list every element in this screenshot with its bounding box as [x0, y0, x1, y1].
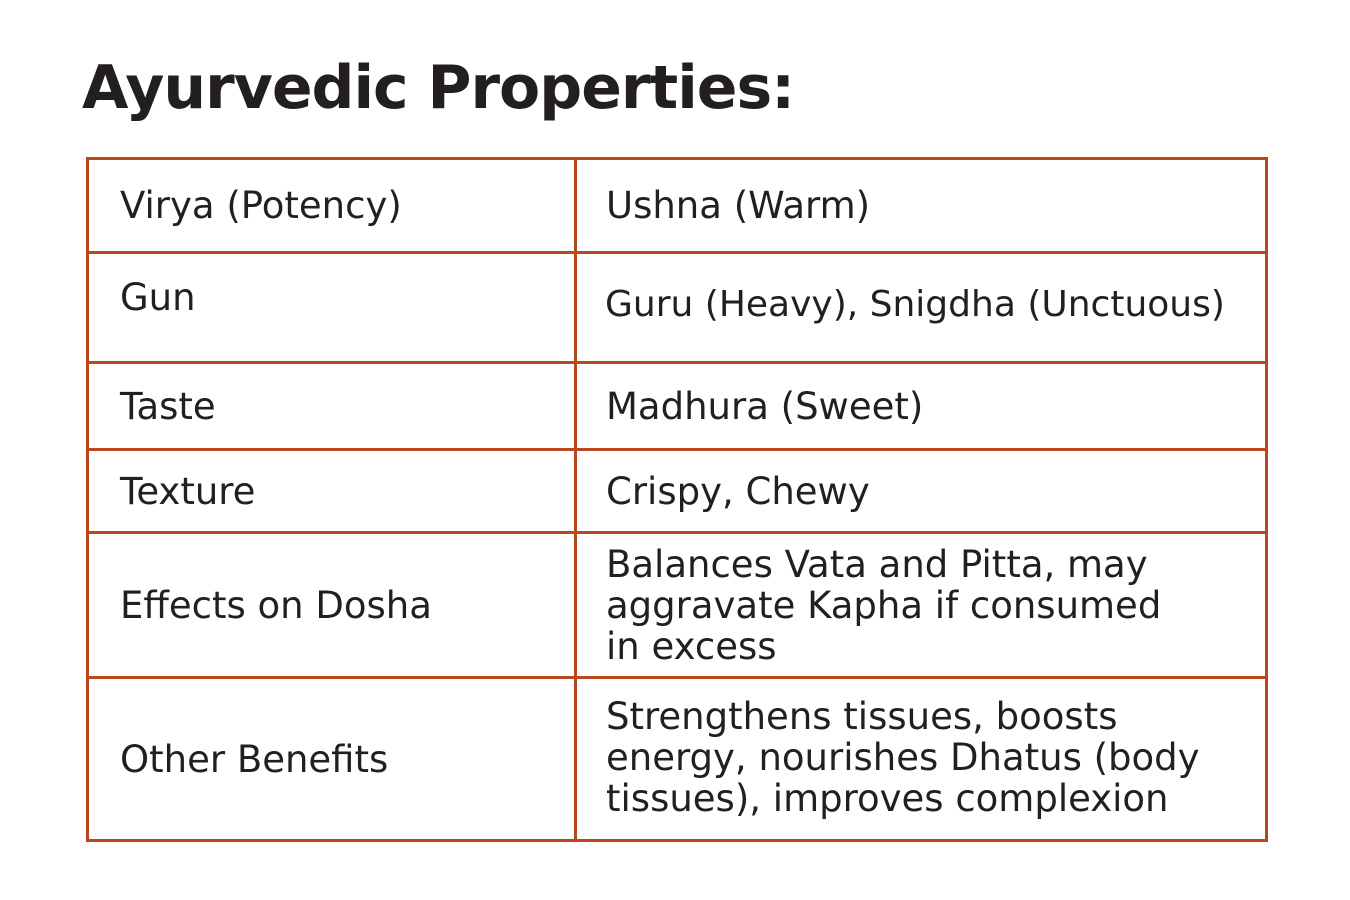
properties-table [86, 157, 1268, 842]
table-row [88, 678, 1267, 841]
row-label: Gun [88, 253, 576, 363]
row-label: Effects on Dosha [88, 533, 576, 678]
row-value: Madhura (Sweet) [576, 363, 1267, 450]
page-title: Ayurvedic Properties: [82, 53, 795, 123]
row-value: Ushna (Warm) [576, 159, 1267, 253]
row-label: Virya (Potency) [88, 159, 576, 253]
row-value: Strengthens tissues, boosts energy, nourishes Dhatus (body tissues), improves complexion [576, 678, 1267, 841]
row-label: Other Benefits [88, 678, 576, 841]
table-row [88, 450, 1267, 533]
row-value: Guru (Heavy), Snigdha (Unctuous) [576, 253, 1267, 363]
table-row [88, 159, 1267, 253]
table-row [88, 253, 1267, 363]
row-label: Texture [88, 450, 576, 533]
row-value: Balances Vata and Pitta, may aggravate Kapha if consumed in excess [576, 533, 1267, 678]
table-row [88, 533, 1267, 678]
row-value: Crispy, Chewy [576, 450, 1267, 533]
table-row [88, 363, 1267, 450]
row-label: Taste [88, 363, 576, 450]
